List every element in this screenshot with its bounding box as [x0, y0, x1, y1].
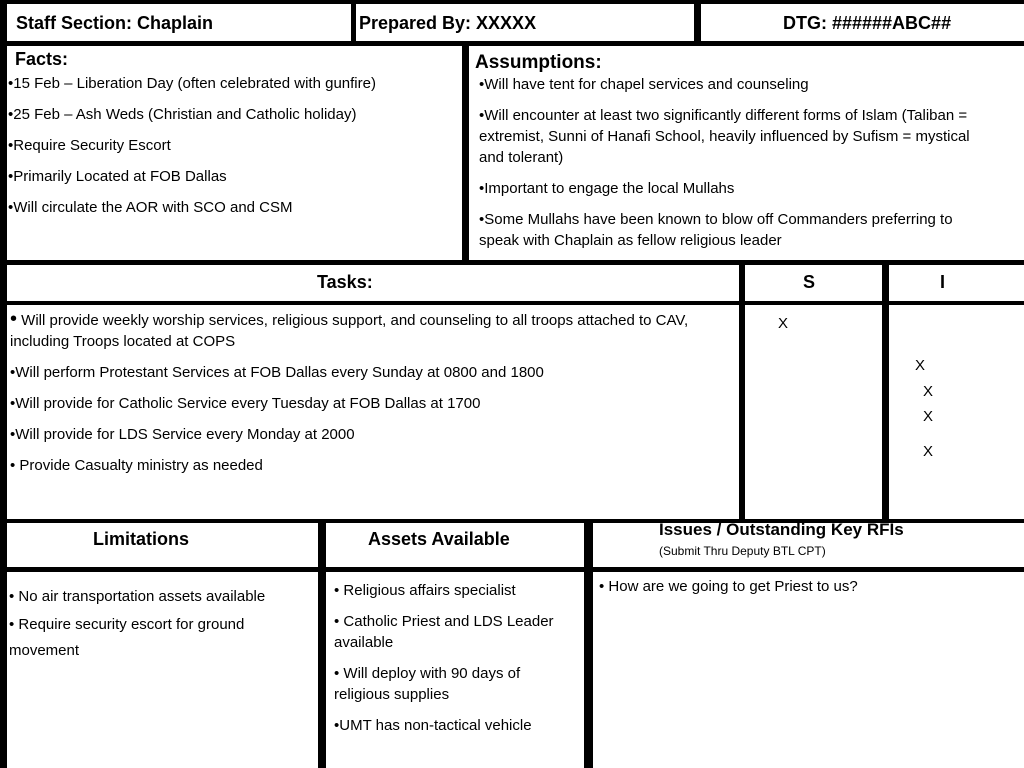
tasks-header-cell — [7, 265, 739, 301]
assumptions-section — [469, 46, 1024, 260]
list-item: • Religious affairs specialist — [334, 582, 516, 599]
tasks-s-column — [745, 305, 882, 519]
task-text: Will provide weekly worship services, religious support, and counseling to all troops attached to CAV, including Troops located at COPS — [10, 312, 689, 350]
tasks-i-label: I — [940, 272, 946, 292]
i-mark: X — [923, 408, 934, 425]
list-item: • Will deploy with 90 days of religious supplies — [334, 665, 521, 703]
tasks-i-column — [889, 305, 1024, 519]
list-item: •UMT has non-tactical vehicle — [334, 717, 532, 734]
list-item: • No air transportation assets available — [9, 588, 266, 605]
tasks-i-header-cell — [889, 265, 1024, 301]
issues-list — [599, 576, 1019, 597]
list-item: • Provide Casualty ministry as needed — [10, 457, 263, 474]
limitations-body — [7, 572, 318, 768]
tasks-body — [7, 305, 739, 519]
list-item: •Will provide for Catholic Service every Tuesday at FOB Dallas at 1700 — [10, 395, 481, 412]
list-item — [10, 309, 732, 352]
tasks-list — [10, 309, 732, 476]
list-item: •Primarily Located at FOB Dallas — [8, 168, 227, 185]
tasks-s-label: S — [803, 272, 816, 292]
facts-list — [8, 73, 458, 228]
header-prepared-by-cell — [356, 4, 694, 41]
assets-header-cell — [326, 523, 584, 567]
issues-title: Issues / Outstanding Key RFIs — [659, 520, 904, 539]
issues-subtitle: (Submit Thru Deputy BTL CPT) — [659, 544, 826, 558]
i-mark: X — [915, 357, 926, 374]
assumptions-list — [479, 74, 991, 251]
header-staff-section-cell — [7, 4, 351, 41]
dtg-label: DTG: ######ABC## — [783, 13, 952, 33]
facts-section — [7, 46, 462, 260]
s-mark: X — [778, 315, 789, 332]
task-bullet: • — [10, 308, 18, 330]
facts-title: Facts: — [15, 49, 69, 69]
list-item: •Require Security Escort — [8, 137, 171, 154]
staff-section-label: Staff Section: Chaplain — [16, 13, 214, 33]
header-dtg-cell — [701, 4, 1024, 41]
tasks-title: Tasks: — [317, 272, 373, 292]
i-mark: X — [923, 443, 934, 460]
assets-list — [334, 580, 574, 736]
tasks-s-header-cell — [745, 265, 882, 301]
i-mark: X — [923, 383, 934, 400]
list-item: •Important to engage the local Mullahs — [479, 180, 735, 197]
list-item: •25 Feb – Ash Weds (Christian and Catholic holiday) — [8, 106, 357, 123]
list-item: •Will have tent for chapel services and counseling — [479, 76, 809, 93]
assumptions-title: Assumptions: — [475, 52, 602, 73]
limitations-list — [9, 584, 299, 664]
issues-header-cell — [593, 520, 1024, 567]
list-item: •Will circulate the AOR with SCO and CSM — [8, 199, 293, 216]
list-item: •15 Feb – Liberation Day (often celebrated with gunfire) — [8, 75, 376, 92]
list-item: •Some Mullahs have been known to blow off Commanders preferring to speak with Chaplain as fellow religious leader — [479, 211, 953, 249]
issues-body — [593, 572, 1024, 768]
prepared-by-label: Prepared By: XXXXX — [359, 13, 537, 33]
list-item: •Will provide for LDS Service every Monday at 2000 — [10, 426, 355, 443]
limitations-title: Limitations — [93, 529, 190, 549]
assets-title: Assets Available — [368, 529, 510, 549]
assets-body — [326, 572, 584, 768]
list-item: •Will encounter at least two significantly different forms of Islam (Taliban = extremist, Sunni of Hanafi School, heavily influenced by Sufism = mystical and tolerant) — [479, 107, 970, 166]
list-item: • Require security escort for ground movement — [9, 616, 245, 659]
list-item: • Catholic Priest and LDS Leader available — [334, 613, 554, 651]
limitations-header-cell — [7, 523, 318, 567]
list-item: • How are we going to get Priest to us? — [599, 578, 858, 595]
list-item: •Will perform Protestant Services at FOB Dallas every Sunday at 0800 and 1800 — [10, 364, 544, 381]
